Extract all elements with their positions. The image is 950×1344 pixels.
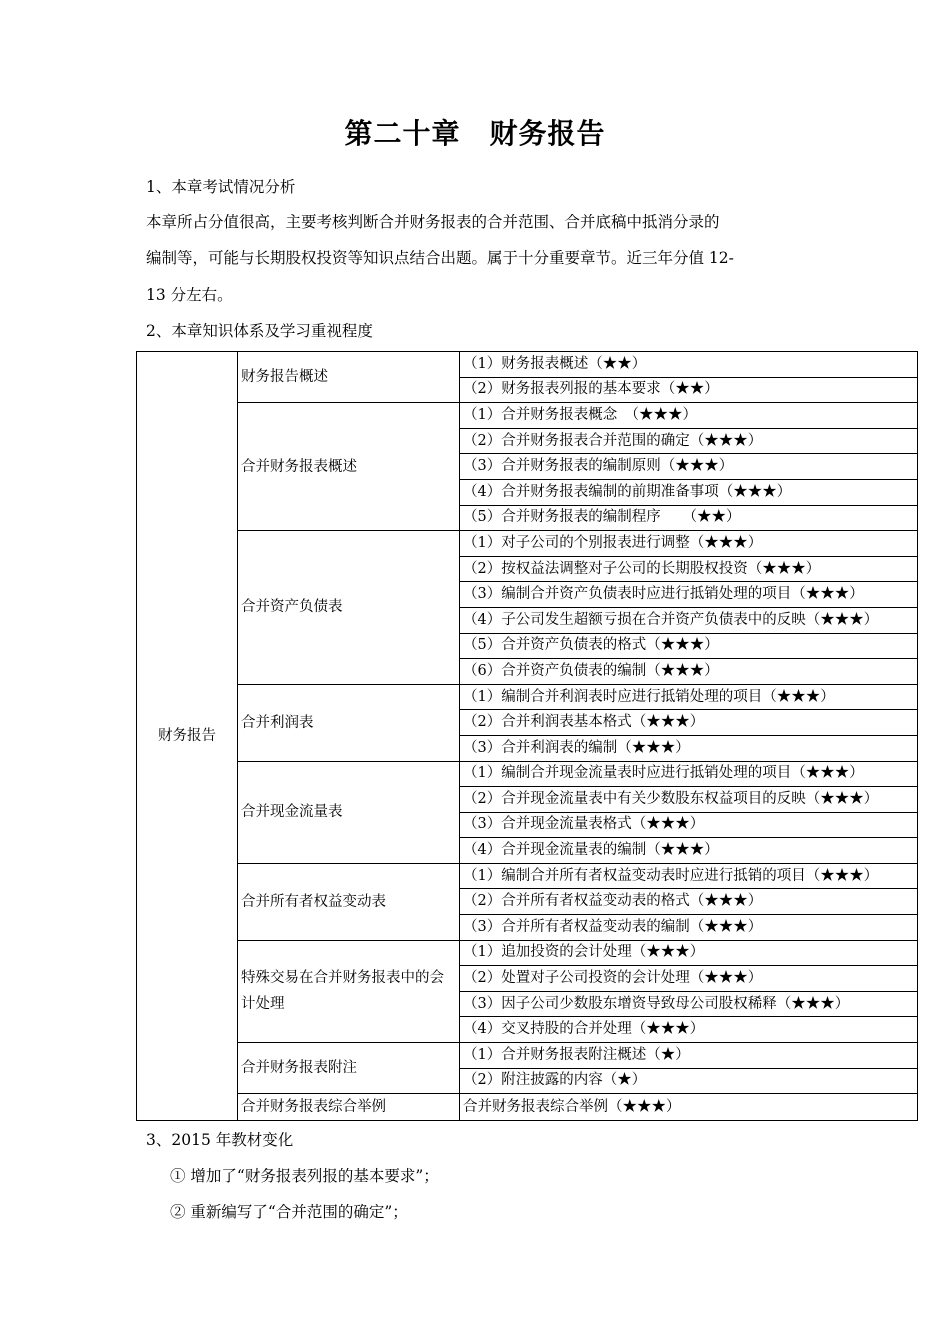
category-cell: 合并财务报表附注 <box>238 1043 460 1094</box>
section-1-paragraph-line: 13 分左右。 <box>146 286 233 304</box>
table-row <box>137 684 918 710</box>
section-3-item: ① 增加了“财务报表列报的基本要求”； <box>170 1167 439 1185</box>
topic-item-cell: （5）合并财务报表的编制程序 （★★） <box>460 505 918 531</box>
topic-item-cell: （4）子公司发生超额亏损在合并资产负债表中的反映（★★★） <box>460 607 918 633</box>
topic-item-cell: （5）合并资产负债表的格式（★★★） <box>460 633 918 659</box>
chapter-title: 第二十章 财务报告 <box>344 117 606 150</box>
table-row <box>137 403 918 429</box>
topic-item-cell: （2）合并财务报表合并范围的确定（★★★） <box>460 428 918 454</box>
topic-item-cell: （3）合并所有者权益变动表的编制（★★★） <box>460 915 918 941</box>
category-cell: 合并所有者权益变动表 <box>238 863 460 940</box>
section-2-heading: 2、本章知识体系及学习重视程度 <box>146 322 373 340</box>
topic-item-cell: （2）合并现金流量表中有关少数股东权益项目的反映（★★★） <box>460 787 918 813</box>
topic-item-cell: （1）编制合并所有者权益变动表时应进行抵销的项目（★★★） <box>460 863 918 889</box>
table-row <box>137 1094 918 1121</box>
table-row <box>137 761 918 787</box>
table-row <box>137 1043 918 1069</box>
topic-item-cell: （3）编制合并资产负债表时应进行抵销处理的项目（★★★） <box>460 582 918 608</box>
topic-item-cell: （3）因子公司少数股东增资导致母公司股权稀释（★★★） <box>460 991 918 1017</box>
topic-item-cell: （2）财务报表列报的基本要求（★★） <box>460 377 918 403</box>
category-cell: 合并财务报表综合举例 <box>238 1094 460 1121</box>
table-row <box>137 531 918 557</box>
topic-item-cell: （1）财务报表概述（★★） <box>460 352 918 378</box>
topic-item-cell: （1）编制合并现金流量表时应进行抵销处理的项目（★★★） <box>460 761 918 787</box>
topic-item-cell: （1）编制合并利润表时应进行抵销处理的项目（★★★） <box>460 684 918 710</box>
topic-item-cell: （2）合并利润表基本格式（★★★） <box>460 710 918 736</box>
topic-item-cell: （3）合并财务报表的编制原则（★★★） <box>460 454 918 480</box>
topic-item-cell: （4）交叉持股的合并处理（★★★） <box>460 1017 918 1043</box>
topic-item-cell: （2）按权益法调整对子公司的长期股权投资（★★★） <box>460 556 918 582</box>
section-1-paragraph-line: 本章所占分值很高，主要考核判断合并财务报表的合并范围、合并底稿中抵消分录的 <box>146 213 720 231</box>
table-row <box>137 863 918 889</box>
table-row <box>137 940 918 966</box>
topic-item-cell: （3）合并利润表的编制（★★★） <box>460 735 918 761</box>
topic-item-cell: （4）合并现金流量表的编制（★★★） <box>460 838 918 864</box>
topic-item-cell: （1）对子公司的个别报表进行调整（★★★） <box>460 531 918 557</box>
category-cell: 合并利润表 <box>238 684 460 761</box>
section-1-heading: 1、本章考试情况分析 <box>146 178 296 196</box>
topic-item-cell: （2）附注披露的内容（★） <box>460 1068 918 1094</box>
section-3-item: ② 重新编写了“合并范围的确定”； <box>170 1203 408 1221</box>
category-cell: 特殊交易在合并财务报表中的会计处理 <box>238 940 460 1042</box>
category-cell: 财务报告概述 <box>238 352 460 403</box>
section-3-heading: 3、2015 年教材变化 <box>146 1131 294 1149</box>
table-row <box>137 352 918 378</box>
category-cell: 合并现金流量表 <box>238 761 460 863</box>
category-cell: 合并财务报表概述 <box>238 403 460 531</box>
topic-item-cell: （1）合并财务报表概念 （★★★） <box>460 403 918 429</box>
knowledge-system-table <box>136 351 918 1121</box>
topic-item-cell: （1）追加投资的会计处理（★★★） <box>460 940 918 966</box>
topic-item-cell: （6）合并资产负债表的编制（★★★） <box>460 659 918 685</box>
root-topic-cell: 财务报告 <box>137 352 238 1121</box>
topic-item-cell: （1）合并财务报表附注概述（★） <box>460 1043 918 1069</box>
section-1-paragraph-line: 编制等，可能与长期股权投资等知识点结合出题。属于十分重要章节。近三年分值 12- <box>146 249 734 267</box>
topic-item-cell: 合并财务报表综合举例（★★★） <box>460 1094 918 1121</box>
topic-item-cell: （2）合并所有者权益变动表的格式（★★★） <box>460 889 918 915</box>
category-cell: 合并资产负债表 <box>238 531 460 685</box>
topic-item-cell: （4）合并财务报表编制的前期准备事项（★★★） <box>460 479 918 505</box>
topic-item-cell: （2）处置对子公司投资的会计处理（★★★） <box>460 966 918 992</box>
topic-item-cell: （3）合并现金流量表格式（★★★） <box>460 812 918 838</box>
